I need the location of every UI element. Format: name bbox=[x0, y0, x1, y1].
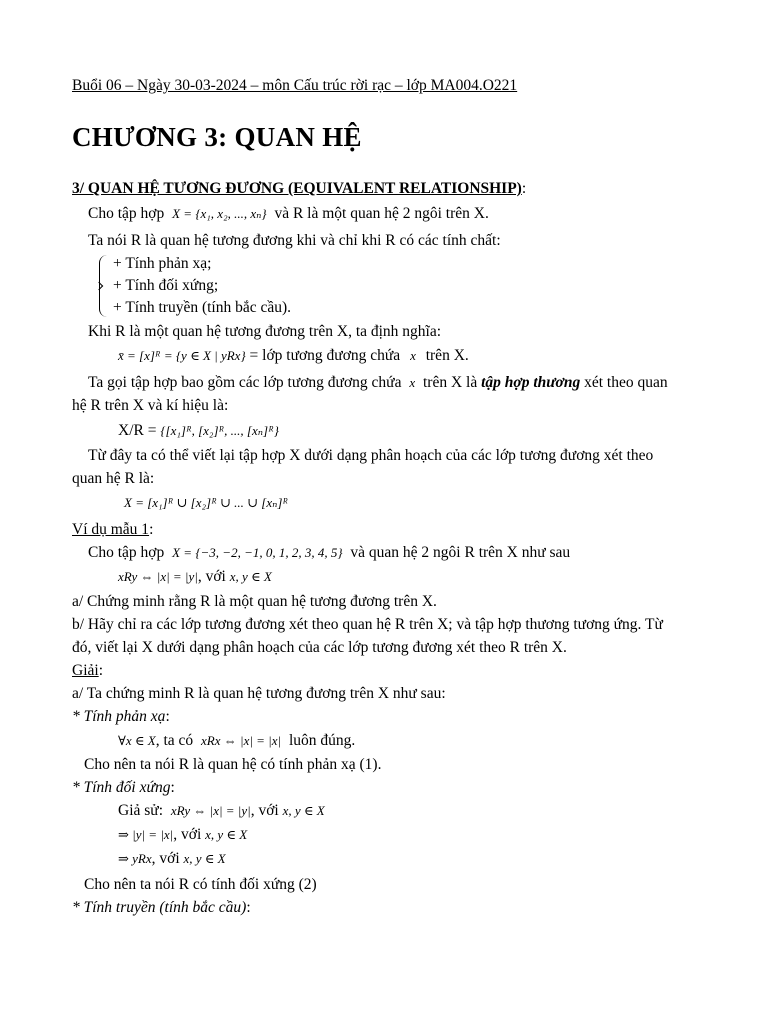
task-b-line-2: đó, viết lại X dưới dạng phân hoạch của các lớp tương đương xét theo R trên X. bbox=[72, 639, 567, 656]
set-definition-line bbox=[88, 204, 489, 223]
symmetric-step-2-formula: ⇒ yRx bbox=[118, 851, 152, 866]
reflexive-conclusion: Cho nên ta nói R là quan hệ có tính phản xạ (1). bbox=[84, 756, 382, 773]
example-title-line bbox=[72, 520, 153, 539]
equivalence-definition: Ta nói R là quan hệ tương đương khi và chỉ khi R có các tính chất: bbox=[88, 232, 501, 249]
class-formula: x̄ = [x]ᴿ = {y ∈ X | yRx} bbox=[118, 348, 246, 363]
symmetric-step-1 bbox=[118, 825, 247, 844]
class-formula-line bbox=[118, 346, 469, 365]
quotient-formula-line bbox=[118, 421, 279, 440]
symmetric-with-1: , với bbox=[250, 802, 279, 819]
reflexive-forall: ∀x ∈ X bbox=[118, 733, 156, 748]
symmetric-conclusion: Cho nên ta nói R có tính đối xứng (2) bbox=[84, 876, 317, 893]
example-set-tail: và quan hệ 2 ngôi R trên X như sau bbox=[350, 544, 571, 561]
transitive-heading: * Tính truyền (tính bắc cầu) bbox=[72, 899, 247, 916]
reflexive-heading-line bbox=[72, 707, 170, 726]
section-heading-colon: : bbox=[521, 180, 527, 197]
symmetric-assume-formula: xRy ⇔ |x| = |y| bbox=[170, 803, 251, 818]
reflexive-heading: * Tính phản xạ bbox=[72, 708, 166, 725]
symmetric-with-2: , với bbox=[173, 826, 202, 843]
example-title: Ví dụ mẫu 1 bbox=[72, 521, 150, 538]
symmetric-step-2 bbox=[118, 849, 226, 868]
quotient-line-1 bbox=[88, 373, 668, 392]
reflexive-heading-colon: : bbox=[165, 708, 170, 725]
partition-line-2: quan hệ R là: bbox=[72, 470, 155, 487]
session-header: Buổi 06 – Ngày 30-03-2024 – môn Cấu trúc rời rạc – lớp MA004.O221 bbox=[72, 77, 518, 94]
set-intro: Cho tập hợp bbox=[88, 205, 165, 222]
symmetric-heading: * Tính đối xứng bbox=[72, 779, 171, 796]
solution-title: Giải bbox=[72, 662, 99, 679]
chapter-title: CHƯƠNG 3: QUAN HỆ bbox=[72, 122, 362, 152]
task-a: a/ Chứng minh rằng R là một quan hệ tương đương trên X. bbox=[72, 593, 437, 610]
symmetric-assume-label: Giả sử: bbox=[118, 802, 163, 819]
reflexive-formula: xRx ⇔ |x| = |x| bbox=[201, 733, 282, 748]
symmetric-assume-line bbox=[118, 801, 325, 820]
class-x: x bbox=[410, 348, 416, 363]
task-b-line-1: b/ Hãy chỉ ra các lớp tương đương xét theo quan hệ R trên X; và tập hợp thương tương ứng. Từ bbox=[72, 616, 663, 633]
quotient-mid: trên X là bbox=[422, 374, 478, 391]
class-tail: = lớp tương đương chứa bbox=[249, 347, 401, 364]
section-heading bbox=[72, 179, 526, 198]
set-tail: và R là một quan hệ 2 ngôi trên X. bbox=[274, 205, 489, 222]
reflexive-mid: , ta có bbox=[155, 732, 194, 749]
property-symmetric: + Tính đối xứng; bbox=[113, 277, 219, 294]
quotient-term: tập hợp thương bbox=[481, 374, 581, 391]
solution-title-colon: : bbox=[98, 662, 103, 679]
quotient-post: xét theo quan bbox=[584, 374, 668, 391]
solution-intro: a/ Ta chứng minh R là quan hệ tương đương trên X như sau: bbox=[72, 685, 446, 702]
property-transitive: + Tính truyền (tính bắc cầu). bbox=[113, 299, 292, 316]
example-set-line bbox=[88, 543, 570, 562]
define-line: Khi R là một quan hệ tương đương trên X, ta định nghĩa: bbox=[88, 323, 442, 340]
symmetric-domain-3: x, y ∈ X bbox=[183, 851, 226, 866]
quotient-line-2: hệ R trên X và kí hiệu là: bbox=[72, 397, 229, 414]
section-heading-text: 3/ QUAN HỆ TƯƠNG ĐƯƠNG (EQUIVALENT RELATIONSHIP) bbox=[72, 180, 522, 197]
symmetric-heading-line bbox=[72, 778, 175, 797]
relation-formula: xRy ⇔ |x| = |y| bbox=[118, 569, 198, 584]
relation-domain: x, y ∈ X bbox=[229, 569, 272, 584]
relation-with: , với bbox=[197, 568, 226, 585]
symmetric-domain-2: x, y ∈ X bbox=[205, 827, 248, 842]
transitive-heading-colon: : bbox=[246, 899, 251, 916]
reflexive-post: luôn đúng. bbox=[288, 732, 356, 749]
transitive-heading-line bbox=[72, 898, 251, 917]
symmetric-domain-1: x, y ∈ X bbox=[282, 803, 325, 818]
example-set-formula: X = {−3, −2, −1, 0, 1, 2, 3, 4, 5} bbox=[172, 545, 343, 560]
quotient-x: x bbox=[409, 375, 416, 390]
quotient-label: X/R = bbox=[118, 422, 157, 439]
symmetric-step-1-formula: ⇒ |y| = |x| bbox=[118, 827, 174, 842]
property-reflexive: + Tính phản xạ; bbox=[113, 255, 212, 272]
symmetric-with-3: , với bbox=[151, 850, 180, 867]
quotient-formula: {[x₁]ᴿ, [x₂]ᴿ, ..., [xₙ]ᴿ} bbox=[160, 423, 279, 438]
example-title-colon: : bbox=[149, 521, 154, 538]
symmetric-heading-colon: : bbox=[170, 779, 175, 796]
partition-line-1: Từ đây ta có thể viết lại tập hợp X dưới dạng phân hoạch của các lớp tương đương xét theo bbox=[88, 447, 654, 464]
example-set-intro: Cho tập hợp bbox=[88, 544, 165, 561]
solution-title-line bbox=[72, 661, 103, 680]
partition-formula: X = [x₁]ᴿ ∪ [x₂]ᴿ ∪ ... ∪ [xₙ]ᴿ bbox=[124, 495, 289, 510]
quotient-pre: Ta gọi tập hợp bao gồm các lớp tương đương chứa bbox=[88, 374, 402, 391]
relation-line bbox=[118, 567, 272, 586]
class-on: trên X. bbox=[425, 347, 469, 364]
set-formula: X = {x₁, x₂, ..., xₙ} bbox=[172, 206, 267, 221]
reflexive-formula-line bbox=[118, 731, 355, 750]
